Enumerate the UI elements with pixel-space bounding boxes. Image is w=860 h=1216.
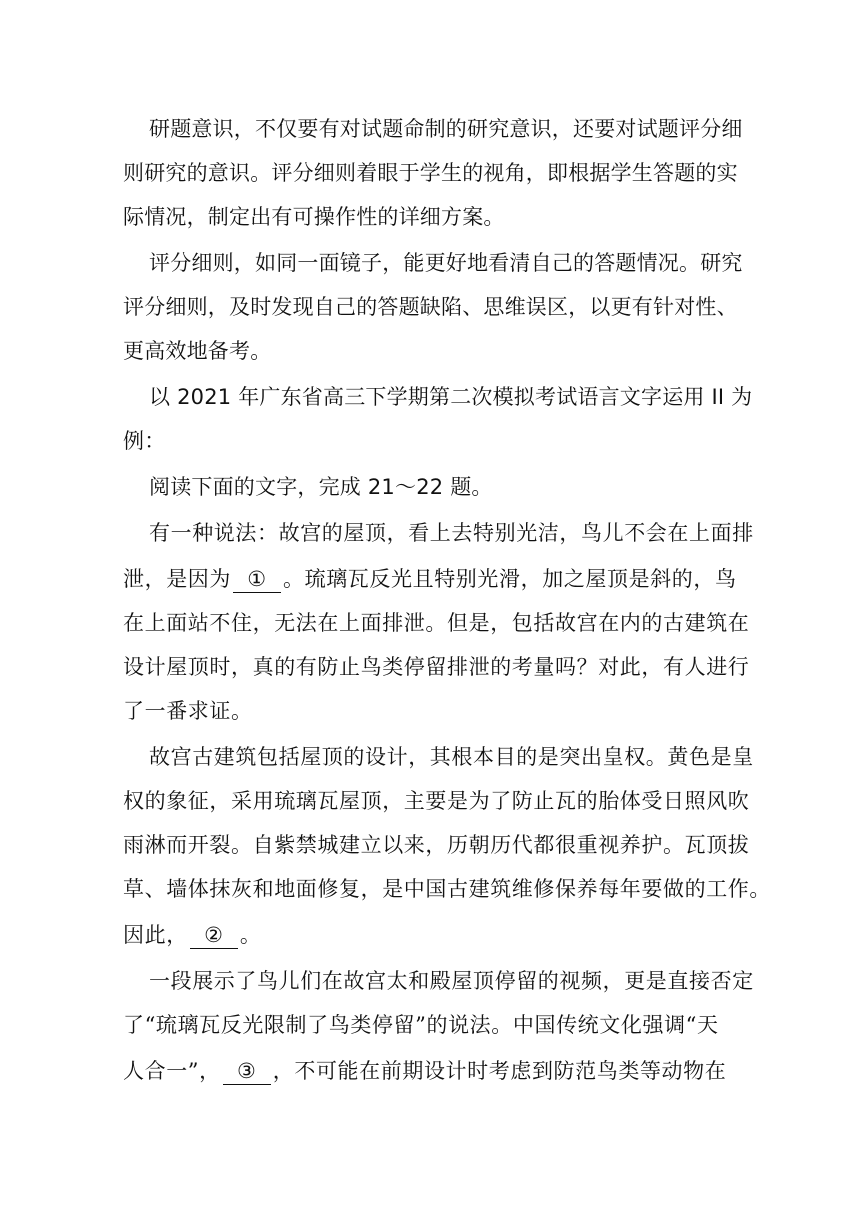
passage-text: 泄，是因为 xyxy=(123,567,231,591)
passage-text: 。 xyxy=(239,923,262,947)
blank-3: ③ xyxy=(223,1058,271,1085)
passage-text: 故宫古建筑包括屋顶的设计，其根本目的是突出皇权。黄色是皇 xyxy=(149,745,754,769)
passage-text: 了一番求证。 xyxy=(123,699,253,723)
passage-text: 人合一”， xyxy=(123,1059,221,1083)
passage-2-line-1 xyxy=(149,740,754,774)
passage-1-line-1 xyxy=(149,516,754,550)
paragraph-2-line-3: 更高效地备考。 xyxy=(123,339,272,363)
passage-3-line-1 xyxy=(149,964,754,998)
passage-text: 雨淋而开裂。自紫禁城建立以来，历朝历代都很重视养护。瓦顶拔 xyxy=(123,833,750,857)
paragraph-3-line-2: 例： xyxy=(123,429,166,453)
passage-text: 设计屋顶时，真的有防止鸟类停留排泄的考量吗？对此，有人进行 xyxy=(123,655,750,679)
passage-text: 权的象征，采用琉璃瓦屋顶，主要是为了防止瓦的胎体受日照风吹 xyxy=(123,789,750,813)
paragraph-1-line-3: 际情况，制定出有可操作性的详细方案。 xyxy=(123,205,505,229)
passage-text: 因此， xyxy=(123,923,188,947)
paragraph-1-line-2: 则研究的意识。评分细则着眼于学生的视角，即根据学生答题的实 xyxy=(123,161,738,185)
passage-2-line-3 xyxy=(123,828,750,862)
passage-text: ，不可能在前期设计时考虑到防范鸟类等动物在 xyxy=(272,1059,727,1083)
passage-text: 一段展示了鸟儿们在故宫太和殿屋顶停留的视频，更是直接否定 xyxy=(149,969,754,993)
passage-1-line-4 xyxy=(123,650,750,684)
paragraph-2-line-2: 评分细则，及时发现自己的答题缺陷、思维误区，以更有针对性、 xyxy=(123,295,738,319)
passage-3-line-3 xyxy=(123,1054,743,1088)
passage-1-line-3 xyxy=(123,606,750,640)
blank-1: ① xyxy=(233,566,281,593)
passage-2-line-2 xyxy=(123,784,750,818)
passage-3-line-2 xyxy=(123,1008,743,1042)
passage-text: 草、墙体抹灰和地面修复，是中国古建筑维修保养每年要做的工作。 xyxy=(123,877,771,901)
paragraph-1-line-1: 研题意识，不仅要有对试题命制的研究意识，还要对试题评分细 xyxy=(149,117,743,141)
passage-2-line-4 xyxy=(123,872,771,906)
passage-text: 在上面站不住，无法在上面排泄。但是，包括故宫在内的古建筑在 xyxy=(123,611,750,635)
passage-text: 有一种说法：故宫的屋顶，看上去特别光洁，鸟儿不会在上面排 xyxy=(149,521,754,545)
passage-1-line-5 xyxy=(123,694,743,728)
instruction-line: 阅读下面的文字，完成 21～22 题。 xyxy=(149,475,493,499)
passage-2-line-5 xyxy=(123,918,743,952)
paragraph-3-line-1: 以 2021 年广东省高三下学期第二次模拟考试语言文字运用 II 为 xyxy=(149,385,753,409)
blank-2: ② xyxy=(190,922,238,949)
paragraph-2-line-1: 评分细则，如同一面镜子，能更好地看清自己的答题情况。研究 xyxy=(149,251,743,275)
passage-1-line-2 xyxy=(123,562,743,596)
passage-text: 了“琉璃瓦反光限制了鸟类停留”的说法。中国传统文化强调“天 xyxy=(123,1013,719,1037)
passage-text: 。琉璃瓦反光且特别光滑，加之屋顶是斜的，鸟 xyxy=(283,567,737,591)
